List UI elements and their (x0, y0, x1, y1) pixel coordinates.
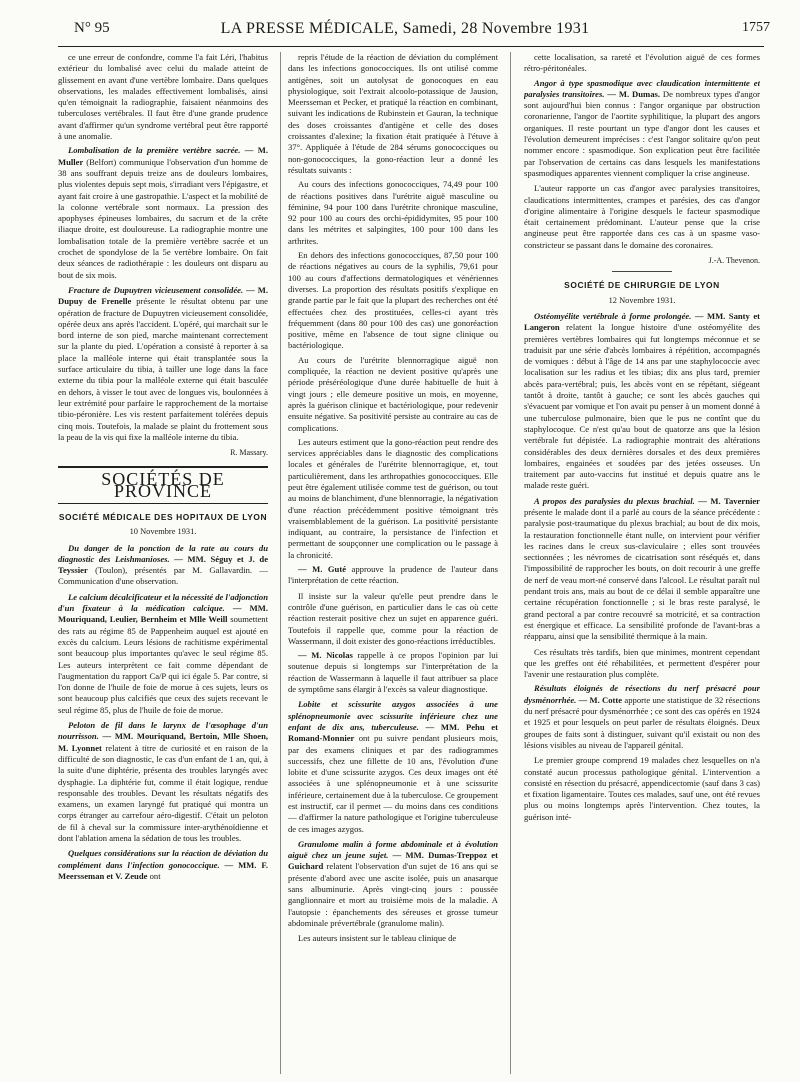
column-3 (524, 52, 760, 1074)
paragraph: En dehors des infections gonococciques, 87,50 pour 100 de réactions négatives au cours de la syphilis, 79,61 pour 100 au cours d'affections dermatologiques et vénériennes diverses. La proportion des résultats positifs s'explique en grande partie par le fait que la plupart des recherches ont été effectuées chez des prostituées, celles-ci ayant très fréquemment (dans 80 pour 100 des cas) une gonoréaction positive, même en l'absence de tout signe clinique ou bactériologique. (288, 250, 498, 351)
article-body: ont (149, 870, 161, 881)
session-date: 10 Novembre 1931. (129, 527, 197, 537)
article-title: Résultats éloignés de résections du nerf présacré pour dysménorrhée. (524, 683, 760, 705)
society-heading: SOCIÉTÉ DE CHIRURGIE DE LYON (564, 280, 720, 291)
paragraph: L'auteur rapporte un cas d'angor avec paralysies transitoires, claudications intermittentes, crampes et parésies, des cas d'angor d'origine alimentaire à l'origine desquels le facteur spasmodique était certainement prédominant. L'auteur pense que la crise angineuse peut être rapportée dans ces cas à un spasme vaso-constricteur se passant dans le domaine des coronaires. (524, 183, 760, 250)
article-entry (58, 720, 268, 844)
paragraph: Le premier groupe comprend 19 malades chez lesquelles on n'a constaté aucun processus pathologique génital. L'intervention a consisté en résection du présacré, appendicectomie (sauf dans 3 cas) et fixation ligamentaire. Toutes ces malades, sauf une, ont été revues plus ou moins longtemps après l'intervention. Chez toutes, la guérison inté- (524, 755, 760, 822)
session-date: 12 Novembre 1931. (608, 295, 676, 305)
article-body: rappelle à ce propos l'opinion par lui soutenue depuis si longtemps sur l'interprétation de la réaction de Wassermann à laquelle il faut attribuer sa place de symptôme sans élargir à l'excès sa valeur diagnostique. (288, 650, 498, 695)
header-rule (58, 46, 764, 47)
article-title: Ostéomyélite vertébrale à forme prolongée. (534, 310, 692, 321)
article-entry (288, 564, 498, 587)
article-author: — M. Nicolas (298, 650, 353, 661)
paragraph: Ces résultats très tardifs, bien que minimes, montrent cependant que les greffes ont été réhabilitées, et permettent d'espérer pour l'avenir une restauration plus complète. (524, 646, 760, 680)
article-body: (Toulon), présentés par M. Gallavardin. — Communication d'une observation. (58, 565, 268, 587)
article-author: — MM. Dumas-Treppoz et Guichard (288, 850, 498, 872)
article-title: Le calcium décalcificateur et la nécessité de l'adjonction d'un fixateur à la médication calcique. (58, 591, 268, 614)
column-divider (510, 52, 511, 1074)
column-divider (280, 52, 281, 1074)
article-title: Angor à type spasmodique avec claudication intermittente et paralysies transitoires. (524, 77, 760, 99)
paragraph: Au cours de l'urétrite blennorragique aiguë non compliquée, la réaction ne devient positive qu'après une période préséréologique d'une durée habituelle de huit à vingt jours ; elle demeure positive un mois, en moyenne, après la guérison clinique et bactériologique, pour redevenir ensuite négative. Sa positivité persiste au contraire au cas de complications. (288, 354, 498, 433)
article-title: Fracture de Dupuytren vicieusement consolidée. (68, 284, 244, 295)
article-body: présente le résultat obtenu par une opération de fracture de Dupuytren vicieusement consolidée, opérée deux ans après l'accident. L'opéré, qui marchait sur le bord interne de son pied, marche maintenant correctement sur la plante du pied. L'opération a consisté à reporter à sa place la malléole interne qui était transplantée sous la surface articulaire du tibia, à tailler une loge dans la face externe du tibia pour la malléole externe qui était basculée en dehors, à visser le tout avec de longues vis, boulonnées à leur extrémité pour parfaire le rapprochement de la mortaise tibio-péronière. Les vis restent parfaitement tolérées depuis cinq mois. Toutefois, la malade se plaint du frottement sous la peau de la vis qui fixe la malléole interne du tibia. (58, 296, 268, 442)
article-author: — MM. Séguy et J. de Teyssier (58, 553, 268, 576)
article-body: (Belfort) communique l'observation d'un homme de 38 ans souffrant depuis treize ans de douleurs lombaires, plus violentes depuis sept mois, s'irradiant vers l'épigastre, et ayant fait croire à une gastropathie. L'aspect et la mobilité de la colonne vertébrale sont normaux. La pression des apophyses épineuses lombaires, du sacrum et de la crête iliaque droite, est douloureuse. La radiographie montre une lombalisation totale de la première vertèbre sacrée et un crochet de spondylose de la 5e vertèbre lombaire. On fait deux séances de radiothérapie : les douleurs ont disparu au bout de six mois. (58, 156, 268, 280)
article-body: relatent la longue histoire d'une ostéomyélite des premières vertèbres lombaires qui fut longtemps méconnue et se traduisit par une série d'abcès lombaires à répétition, accompagnés de vomiques : début à l'âge de 14 ans par une staphylococcie avec localisation sur les radius et les tibias; dix ans plus tard, premier abcès para-vertébral; puis, les abcès vont en se répétant, siégeant tantôt à droite, tantôt à gauche; ce sont les abcès gauches qui s'évacuent par vomique et l'on avait pu penser à un moment donné à une tuberculose pulmonaire, bien que le pus ne contînt que du staphylocoque. Ce n'est qu'au bout de quatorze ans que la lésion vertébrale fut dépistée. La radiographie montrait des altérations considérables des deux dernières dorsales et des deux premières lombaires, engainées et soudées par des jetées osseuses. Un traitement par auto-vaccins fut institué et depuis quatre ans le malade reste guéri. (524, 322, 760, 491)
signature: R. Massary. (230, 448, 268, 458)
article-body: De nombreux types d'angor sont aujourd'hui bien connus : l'angor organique par obstruction coronarienne, l'angor de l'aortite syphilitique, la plupart des angors organiques. Il reste pourtant un type d'angor dont les causes et l'évolution demeurent imprécises : c'est l'angor solitaire qu'on peut nommer encore : spasmodique. Son explication peut être facilitée par l'observation de certains cas dans lesquels les manifestations spasmodiques apparentes viennent compliquer la crise angineuse. (524, 88, 760, 178)
article-author: — M. Muller (58, 145, 268, 167)
article-author: — MM. Mouriquand, Leulier, Bernheim et Mlle Weill (58, 603, 268, 625)
article-author: — MM. Pehu et Romand-Monnier (288, 721, 498, 744)
article-body: apporte une statistique de 32 résections du nerf présacré pour dysménorrhée ; ce sont des cas opérés en 1924 et 1925 et pour lesquels on peut parler de résultats éloignés. Deux groupes de faits sont à distinguer, suivant qu'il existait ou non des lésions visibles au niveau de l'appareil génital. (524, 694, 760, 750)
article-entry (524, 311, 760, 492)
article-body: présente le malade dont il a parlé au cours de la séance précédente : paralysie post-traumatique du plexus brachial; au bout de dix mois, la restauration fonctionnelle étant nulle, on intervient pour vérifier les racines dans le creux sus-claviculaire ; elles sont trouvées sectionnées ; les névromes de cicatrisation sont réséqués et, dans l'impossibilité de rapprocher les bouts, on doit recourir à une greffe de nerf de veau mort-né conservé dans l'alcool. Le résultat paraît nul pendant trois ans, mais au bout de ce délai il semble apparaître une certaine récupération fonctionnelle ; si le bras reste paralysé, le grand pectoral a par contre recouvré sa motricité, et sa contraction est énergique et efficace. La sensibilité profonde de l'avant-bras a réapparu, ainsi que la sensibilité thermique à la main. (524, 506, 760, 642)
article-entry (58, 285, 268, 443)
article-entry (58, 592, 268, 716)
paragraph: Au cours des infections gonococciques, 74,49 pour 100 de réactions positives dans l'urétrite aiguë masculine ou féminine, 94 pour 100 dans l'urétrite chronique masculine, 92 pour 100 au cours des orchi-épididymites, 95 pour 100 dans les métrites et salpingites, 100 pour 100 dans les arthrites. (288, 179, 498, 246)
society-heading: SOCIÉTÉ MÉDICALE DES HOPITAUX DE LYON (58, 511, 268, 522)
paragraph: repris l'étude de la réaction de déviation du complément dans les infections gonococciques. Ils ont utilisé comme antigènes, soit un autolysat de gonocoques en eau physiologique, soit l'extrait alcoolo-potassique de Jausion, Meersseman et Pecker, et pratiqué la réaction en combinant, suivant les indications de Rubinstein et Gauran, la technique des doses croissantes d'antigène et celle des doses croissantes d'alexine; la fixation était pratiquée à l'étuve à 37°. Appliquée à l'étude de 284 sérums gonococciques ou non-gonococciques, la gono-réaction leur a donné les résultats suivants : (288, 52, 498, 175)
journal-title: LA PRESSE MÉDICALE, Samedi, 28 Novembre 1931 (220, 20, 590, 37)
article-entry (58, 145, 268, 281)
article-title: A propos des paralysies du plexus brachial. (534, 495, 695, 506)
paragraph: Les auteurs insistent sur le tableau clinique de (298, 933, 457, 944)
column-2 (288, 52, 498, 1074)
article-title: Lombalisation de la première vertèbre sacrée. (68, 145, 241, 156)
article-body: approuve la prudence de l'auteur dans l'interprétation de cette réaction. (288, 564, 498, 586)
article-author: — MM. F. Meersseman et V. Zeude (58, 859, 268, 881)
paragraph: ce une erreur de confondre, comme l'a fait Léri, l'habitus extérieur du lombalisé avec celui du malade atteint de glissement en avant d'une vertèbre lombaire. Dans quelques observations, les malades effectivement lombalisés, ainsi qu'en témoignait la radiographie, faisaient néanmoins des tuberculoses vertébrales. Il faut être d'une grande prudence avant d'affirmer qu'un syndrome vertébral peut être rapporté à une anomalie. (58, 52, 268, 142)
article-entry (288, 650, 498, 695)
issue-number: N° 95 (74, 20, 110, 36)
page-number: 1757 (742, 20, 770, 35)
paragraph: Il insiste sur la valeur qu'elle peut prendre dans le contrôle d'une guérison, en particulier dans le cas où cette réaction resterait positive chez un sujet en apparence guéri. Toutefois il rappelle que, comme pour la réaction de Wassermann, il doit exister des gono-réactions irréductibles. (288, 590, 498, 646)
paragraph: cette localisation, sa rareté et l'évolution aiguë de ces formes rétro-péritonéales. (524, 52, 760, 74)
article-entry (58, 543, 268, 588)
page-header (30, 14, 770, 44)
section-heading: SOCIÉTÉS DE PROVINCE (58, 466, 268, 504)
article-body: relatent l'observation d'un sujet de 16 ans qui se présente d'abord avec une ascite isolée, puis un anasarque sans albuminurie. Après vingt-cinq jours : poussée ganglionnaire et mort au troisième mois de la maladie. A l'autopsie : épanchements des séreuses et grosse tumeur abdominale prévertébrale (granulome malin). (288, 861, 498, 928)
article-entry (288, 839, 498, 929)
article-author: — MM. Mouriquand, Bertoin, Mlle Shoen, M. Lyonnet (58, 731, 268, 753)
article-title: Peloton de fil dans le larynx de l'œsophage d'un nourrisson. (58, 720, 268, 742)
paragraph: Les auteurs estiment que la gono-réaction peut rendre des services appréciables dans le diagnostic des complications locales et générales de l'urétrite blennorragique, et, tout particulièrement, dans les arthropathies gonococciques. Elle peut être également utilisée comme test de guérison, ou tout au moins de blanchiment, d'une blennorragie, la négativation d'une réaction précédemment positive témoignant très vraisemblablement de la guérison. La positivité persistante indiquant, au contraire, la persistance de l'infection et permettant de soupçonner une complication ou le passage à la chronicité. (288, 436, 498, 560)
article-entry (524, 78, 760, 180)
article-author: — M. Cotte (578, 694, 623, 705)
article-entry (288, 699, 498, 835)
article-entry (524, 683, 760, 751)
article-title: Lobite et scissurite azygos associées à une splénopneumonie avec scissurite inférieure chez une enfant de dix ans, tuberculeuse. (288, 699, 498, 732)
column-1 (58, 52, 268, 1074)
article-author: — M. Guté (298, 564, 347, 575)
article-author: — MM. Santy et Langeron (524, 310, 760, 333)
article-title: Du danger de la ponction de la rate au cours du diagnostic des Leishmanioses. (58, 542, 268, 564)
article-body: soumettent des rats au régime 85 de Pappenheim auquel est ajouté en excès du calcium. Leurs lésions de rachitisme expérimental sont beaucoup plus importantes qu'avec le seul régime 85. Les auteurs interprètent ce fait comme dépendant de l'augmentation du rapport Ca/P qui ici égale 5. Par contre, si l'on donne de l'huile de foie de morue à ces sujets, leurs os sont beaucoup plus calcifiés que ceux des sujets recevant le seul régime 85, plus de l'huile de foie de morue. (58, 614, 268, 715)
article-body: ont pu suivre pendant plusieurs mois, par des examens cliniques et par des radiogrammes successifs, chez une fillette de 10 ans, l'évolution d'une lobite et d'une scissurite azygos. Ces deux images ont été associées à une splénopneumonie et à une scissurite inférieure, certainement due à la tuberculose. Ce groupement est instructif, car il permet — du moins dans ces conditions — d'affirmer la nature pathologique et l'origine tuberculeuse de ces images azygos. (288, 733, 498, 834)
article-title: Quelques considérations sur la réaction de déviation du complément dans l'infection gonococcique. (58, 848, 268, 870)
article-body: relatent à titre de curiosité et en raison de la difficulté de son diagnostic, le cas d'un enfant de 1 an, qui, à la suite d'une diphtérie, présenta des troubles laryngés avec dysphagie. La diphtérie fut, comme il était logique, rendue responsable des troubles. Devant les résultats négatifs des examens, un examen laryngé fut pratiqué qui montra un corps étranger au carrefour aéro-digestif. C'était un peloton de fil à cheval sur la commissure inter-arythénoïdienne et dont l'ablation amena la sédation de tous les troubles. (58, 742, 268, 843)
article-title: Granulome malin à forme abdominale et à évolution aiguë chez un jeune sujet. (288, 838, 498, 861)
article-author: — M. Tavernier (698, 495, 760, 506)
article-author: — M. Dumas. (607, 88, 660, 99)
article-entry (58, 848, 268, 882)
signature: J.-A. Thevenon. (708, 256, 760, 266)
article-entry (524, 496, 760, 643)
section-rule (612, 271, 672, 272)
article-author: — M. Dupuy de Frenelle (58, 284, 268, 307)
